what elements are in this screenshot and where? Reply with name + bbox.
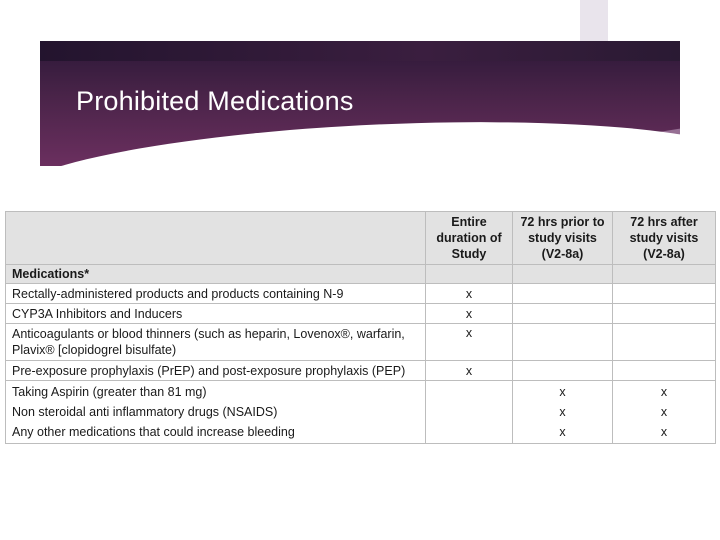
slide-title: Prohibited Medications [76,86,354,116]
medication-item: Any other medications that could increase bleeding [12,425,295,439]
header-entire-duration: Entire duration of Study [426,212,513,265]
entire-mark: x [426,361,513,381]
entire-mark: x [426,324,513,361]
after-mark [613,284,716,304]
table-row [6,304,716,324]
prior-mark [513,361,613,381]
prior-mark [513,304,613,324]
after-mark [613,304,716,324]
entire-mark-group [426,381,513,444]
banner-top-bar [40,41,680,61]
table-row [6,361,716,381]
after-mark [613,361,716,381]
header-blank [6,212,426,265]
medication-item: Non steroidal anti inflammatory drugs (NSAIDS) [12,405,278,419]
table-row [6,324,716,361]
medication-cell: Pre-exposure prophylaxis (PrEP) and post-exposure prophylaxis (PEP) [6,361,426,381]
prior-mark: x [559,405,566,419]
table-row [6,284,716,304]
entire-mark: x [426,304,513,324]
after-mark: x [660,405,668,419]
header-72hrs-prior: 72 hrs prior to study visits (V2-8a) [513,212,613,265]
table-row-group [6,381,716,444]
prior-mark [513,284,613,304]
prior-mark-group [513,381,613,444]
medication-group-cell [6,381,426,444]
prior-mark [513,324,613,361]
prior-mark: x [559,385,566,399]
section-label: Medications* [6,265,426,284]
prohibited-medications-table [5,211,716,444]
header-72hrs-after: 72 hrs after study visits (V2-8a) [613,212,716,265]
after-mark: x [660,425,668,439]
after-mark-group [613,381,716,444]
after-mark: x [660,385,668,399]
table-header-row [6,212,716,265]
after-mark [613,324,716,361]
medication-cell: Rectally-administered products and products containing N-9 [6,284,426,304]
section-cell [513,265,613,284]
medication-item: Taking Aspirin (greater than 81 mg) [12,385,207,399]
medication-cell: Anticoagulants or blood thinners (such as heparin, Lovenox®, warfarin, Plavix® [clopidogrel bisulfate) [6,324,426,361]
section-row [6,265,716,284]
section-cell [426,265,513,284]
entire-mark: x [426,284,513,304]
section-cell [613,265,716,284]
prior-mark: x [559,425,566,439]
medication-cell: CYP3A Inhibitors and Inducers [6,304,426,324]
